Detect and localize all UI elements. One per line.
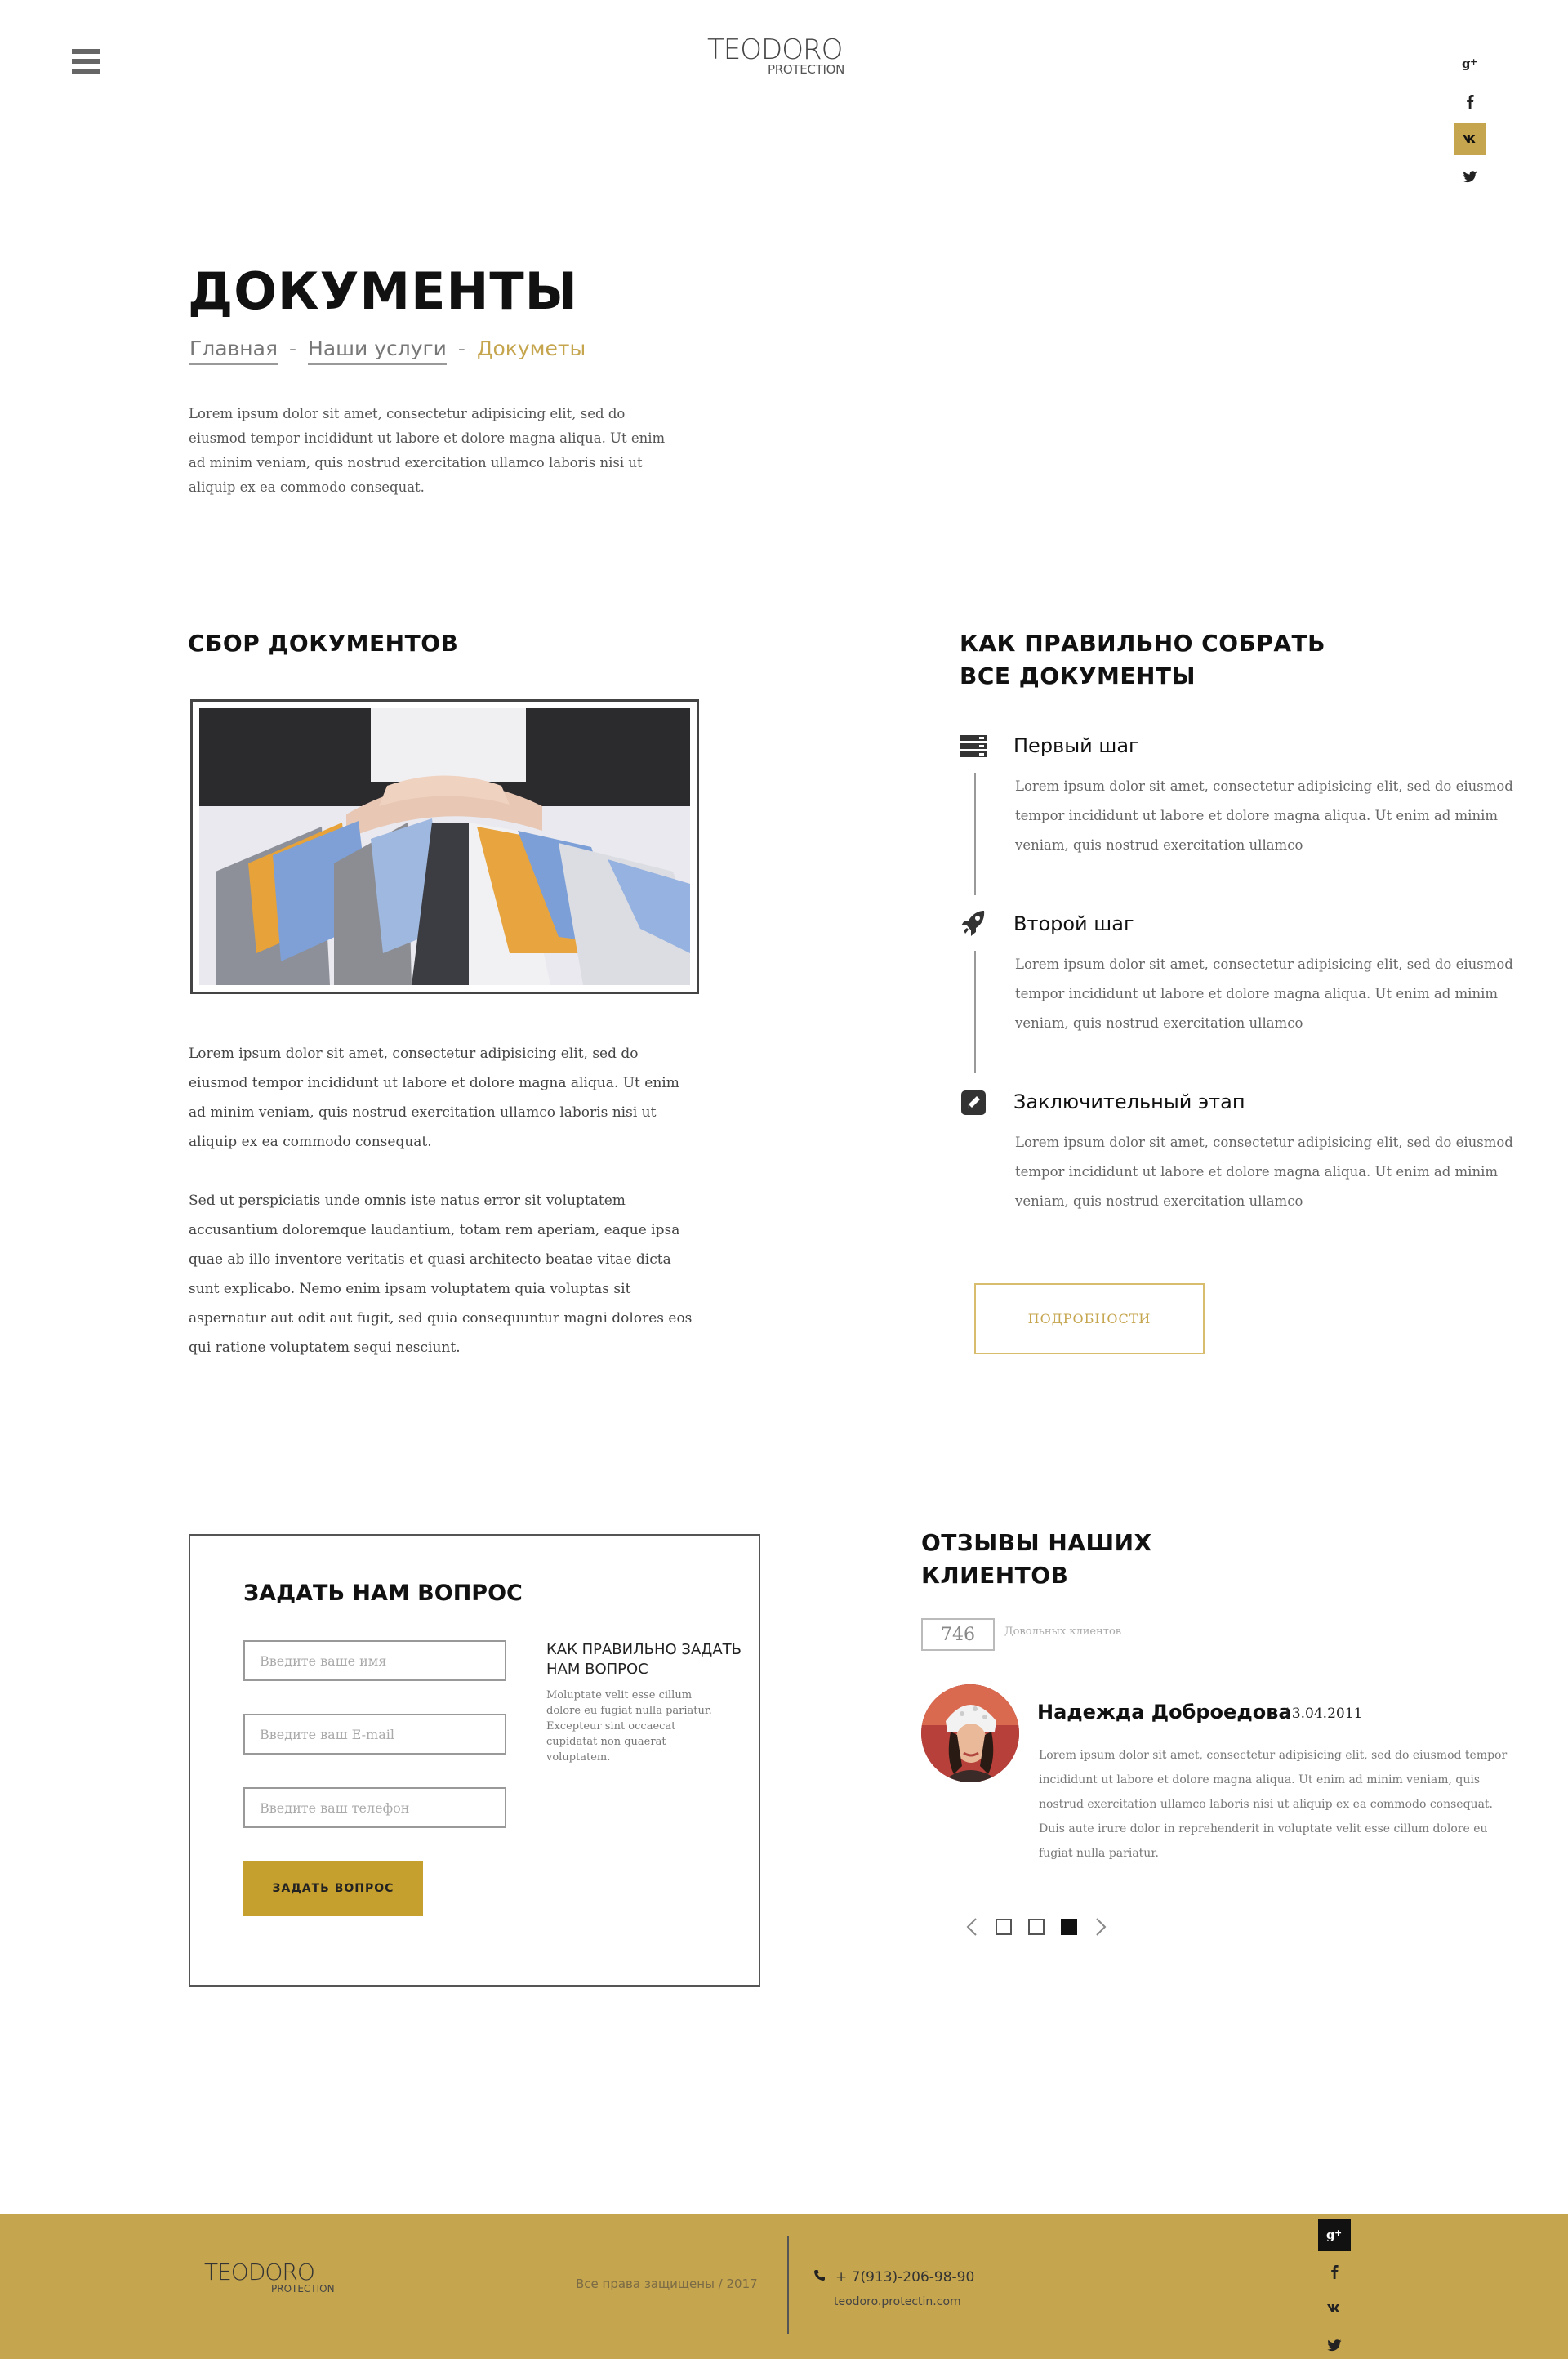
phone-number: + 7(913)-206-98-90 xyxy=(835,2269,975,2285)
phone-icon xyxy=(813,2269,826,2285)
logo-title: TEODORO xyxy=(707,33,843,66)
server-icon xyxy=(959,732,988,761)
form-side-text: Moluptate velit esse cillum dolore eu fugiat nulla pariatur. Excepteur sint occaecat cupidatat non quaerat voluptatem. xyxy=(546,1689,712,1764)
breadcrumb-services[interactable]: Наши услуги xyxy=(308,337,447,365)
clients-counter-label: Довольных клиентов xyxy=(1004,1625,1122,1638)
step-title-2: Второй шаг xyxy=(1013,912,1134,935)
social-links xyxy=(1454,47,1486,198)
footer-phone[interactable] xyxy=(813,2269,974,2285)
phone-field[interactable] xyxy=(243,1787,506,1828)
pager-dot[interactable] xyxy=(1028,1919,1045,1935)
details-button[interactable]: ПОДРОБНОСТИ xyxy=(974,1283,1205,1354)
form-side-title: КАК ПРАВИЛЬНО ЗАДАТЬ НАМ ВОПРОС xyxy=(546,1641,742,1678)
vk-icon[interactable] xyxy=(1454,123,1486,155)
review-pager xyxy=(964,1917,1108,1937)
documents-photo xyxy=(199,708,690,985)
step-connector xyxy=(974,951,976,1073)
intro-text: Lorem ipsum dolor sit amet, consectetur adipisicing elit, sed do eiusmod tempor incididunt ut labore et dolore magna aliqua. Ut enim ad minim veniam, quis nostrud exercitation ullamco laboris nisi ut aliquip ex ea commodo consequat. xyxy=(189,406,666,495)
breadcrumb-separator: - xyxy=(457,337,466,360)
step-title-1: Первый шаг xyxy=(1013,734,1139,757)
svg-text:g: g xyxy=(1462,57,1471,70)
twitter-icon[interactable] xyxy=(1318,2329,1351,2359)
collection-paragraph-2: Sed ut perspiciatis unde omnis iste natus error sit voluptatem accusantium doloremque laudantium, totam rem aperiam, eaque ipsa quae ab illo inventore veritatis et quasi architecto beatae vitae dicta sunt explicabo. Nemo enim ipsam voluptatem quia voluptas sit aspernatur aut odit aut fugit, sed quia consequuntur magni dolores eos qui ratione voluptatem sequi nesciunt. xyxy=(189,1193,693,1356)
breadcrumb-separator: - xyxy=(288,337,297,360)
reviewer-name: Надежда Доброедова xyxy=(1037,1701,1292,1724)
twitter-icon[interactable] xyxy=(1454,160,1486,193)
email-field[interactable] xyxy=(243,1714,506,1755)
edit-icon xyxy=(959,1088,988,1117)
review-date: 13.04.2011 xyxy=(1283,1706,1363,1722)
review-text: Lorem ipsum dolor sit amet, consectetur adipisicing elit, sed do eiusmod tempor incididunt ut labore et dolore magna aliqua. Ut enim ad minim veniam, quis nostrud exercitation ullamco laboris nisi ut aliquip ex ea commodo consequat. Duis aute irure dolor in reprehenderit in voluptate velit esse cillum dolore eu fugiat nulla pariatur. xyxy=(1039,1749,1508,1860)
breadcrumb xyxy=(189,337,586,365)
logo-subtitle: PROTECTION xyxy=(768,62,845,77)
form-title: ЗАДАТЬ НАМ ВОПРОС xyxy=(243,1581,523,1606)
page-title: ДОКУМЕНТЫ xyxy=(188,261,578,321)
documents-photo-frame xyxy=(190,699,699,994)
svg-text:+: + xyxy=(1470,57,1478,67)
howto-heading: КАК ПРАВИЛЬНО СОБРАТЬ ВСЕ ДОКУМЕНТЫ xyxy=(960,630,1325,689)
vk-icon[interactable] xyxy=(1318,2292,1351,2325)
collection-paragraph-1: Lorem ipsum dolor sit amet, consectetur adipisicing elit, sed do eiusmod tempor incididunt ut labore et dolore magna aliqua. Ut enim ad minim veniam, quis nostrud exercitation ullamco laboris nisi ut aliquip ex ea commodo consequat. xyxy=(189,1046,679,1150)
step-text-2: Lorem ipsum dolor sit amet, consectetur adipisicing elit, sed do eiusmod tempor incididunt ut labore et dolore magna aliqua. Ut enim ad minim veniam, quis nostrud exercitation ullamco xyxy=(1015,957,1513,1031)
clients-counter: 746 xyxy=(921,1618,995,1651)
copyright: Все права защищены / 2017 xyxy=(576,2277,758,2291)
footer-divider xyxy=(787,2236,789,2334)
facebook-icon[interactable] xyxy=(1454,85,1486,118)
pager-dot-active[interactable] xyxy=(1061,1919,1077,1935)
facebook-icon[interactable] xyxy=(1318,2255,1351,2288)
breadcrumb-current: Докуметы xyxy=(476,337,586,360)
ask-question-button[interactable]: ЗАДАТЬ ВОПРОС xyxy=(243,1861,423,1916)
hamburger-icon xyxy=(72,49,100,54)
google-plus-icon[interactable] xyxy=(1454,47,1486,80)
pager-dot[interactable] xyxy=(996,1919,1012,1935)
chevron-right-icon[interactable] xyxy=(1094,1917,1108,1937)
chevron-left-icon[interactable] xyxy=(964,1917,979,1937)
logo[interactable] xyxy=(707,33,862,85)
menu-button[interactable] xyxy=(72,49,100,74)
step-text-3: Lorem ipsum dolor sit amet, consectetur adipisicing elit, sed do eiusmod tempor incididunt ut labore et dolore magna aliqua. Ut enim ad minim veniam, quis nostrud exercitation ullamco xyxy=(1015,1135,1513,1209)
svg-text:+: + xyxy=(1334,2228,1343,2238)
breadcrumb-home[interactable]: Главная xyxy=(189,337,278,365)
footer-logo[interactable]: TEODORO PROTECTION xyxy=(204,2259,335,2294)
rocket-icon xyxy=(959,908,988,938)
avatar xyxy=(921,1684,1019,1782)
step-connector xyxy=(974,773,976,895)
name-field[interactable] xyxy=(243,1640,506,1681)
footer-website[interactable]: teodoro.protectin.com xyxy=(834,2295,961,2308)
step-text-1: Lorem ipsum dolor sit amet, consectetur adipisicing elit, sed do eiusmod tempor incididunt ut labore et dolore magna aliqua. Ut enim ad minim veniam, quis nostrud exercitation ullamco xyxy=(1015,778,1513,853)
footer-social-links xyxy=(1318,2219,1351,2359)
collection-heading: СБОР ДОКУМЕНТОВ xyxy=(188,630,459,657)
google-plus-icon[interactable] xyxy=(1318,2219,1351,2251)
step-title-3: Заключительный этап xyxy=(1013,1090,1245,1113)
reviews-heading: ОТЗЫВЫ НАШИХ КЛИЕНТОВ xyxy=(921,1529,1152,1589)
svg-text:g: g xyxy=(1326,2228,1335,2241)
